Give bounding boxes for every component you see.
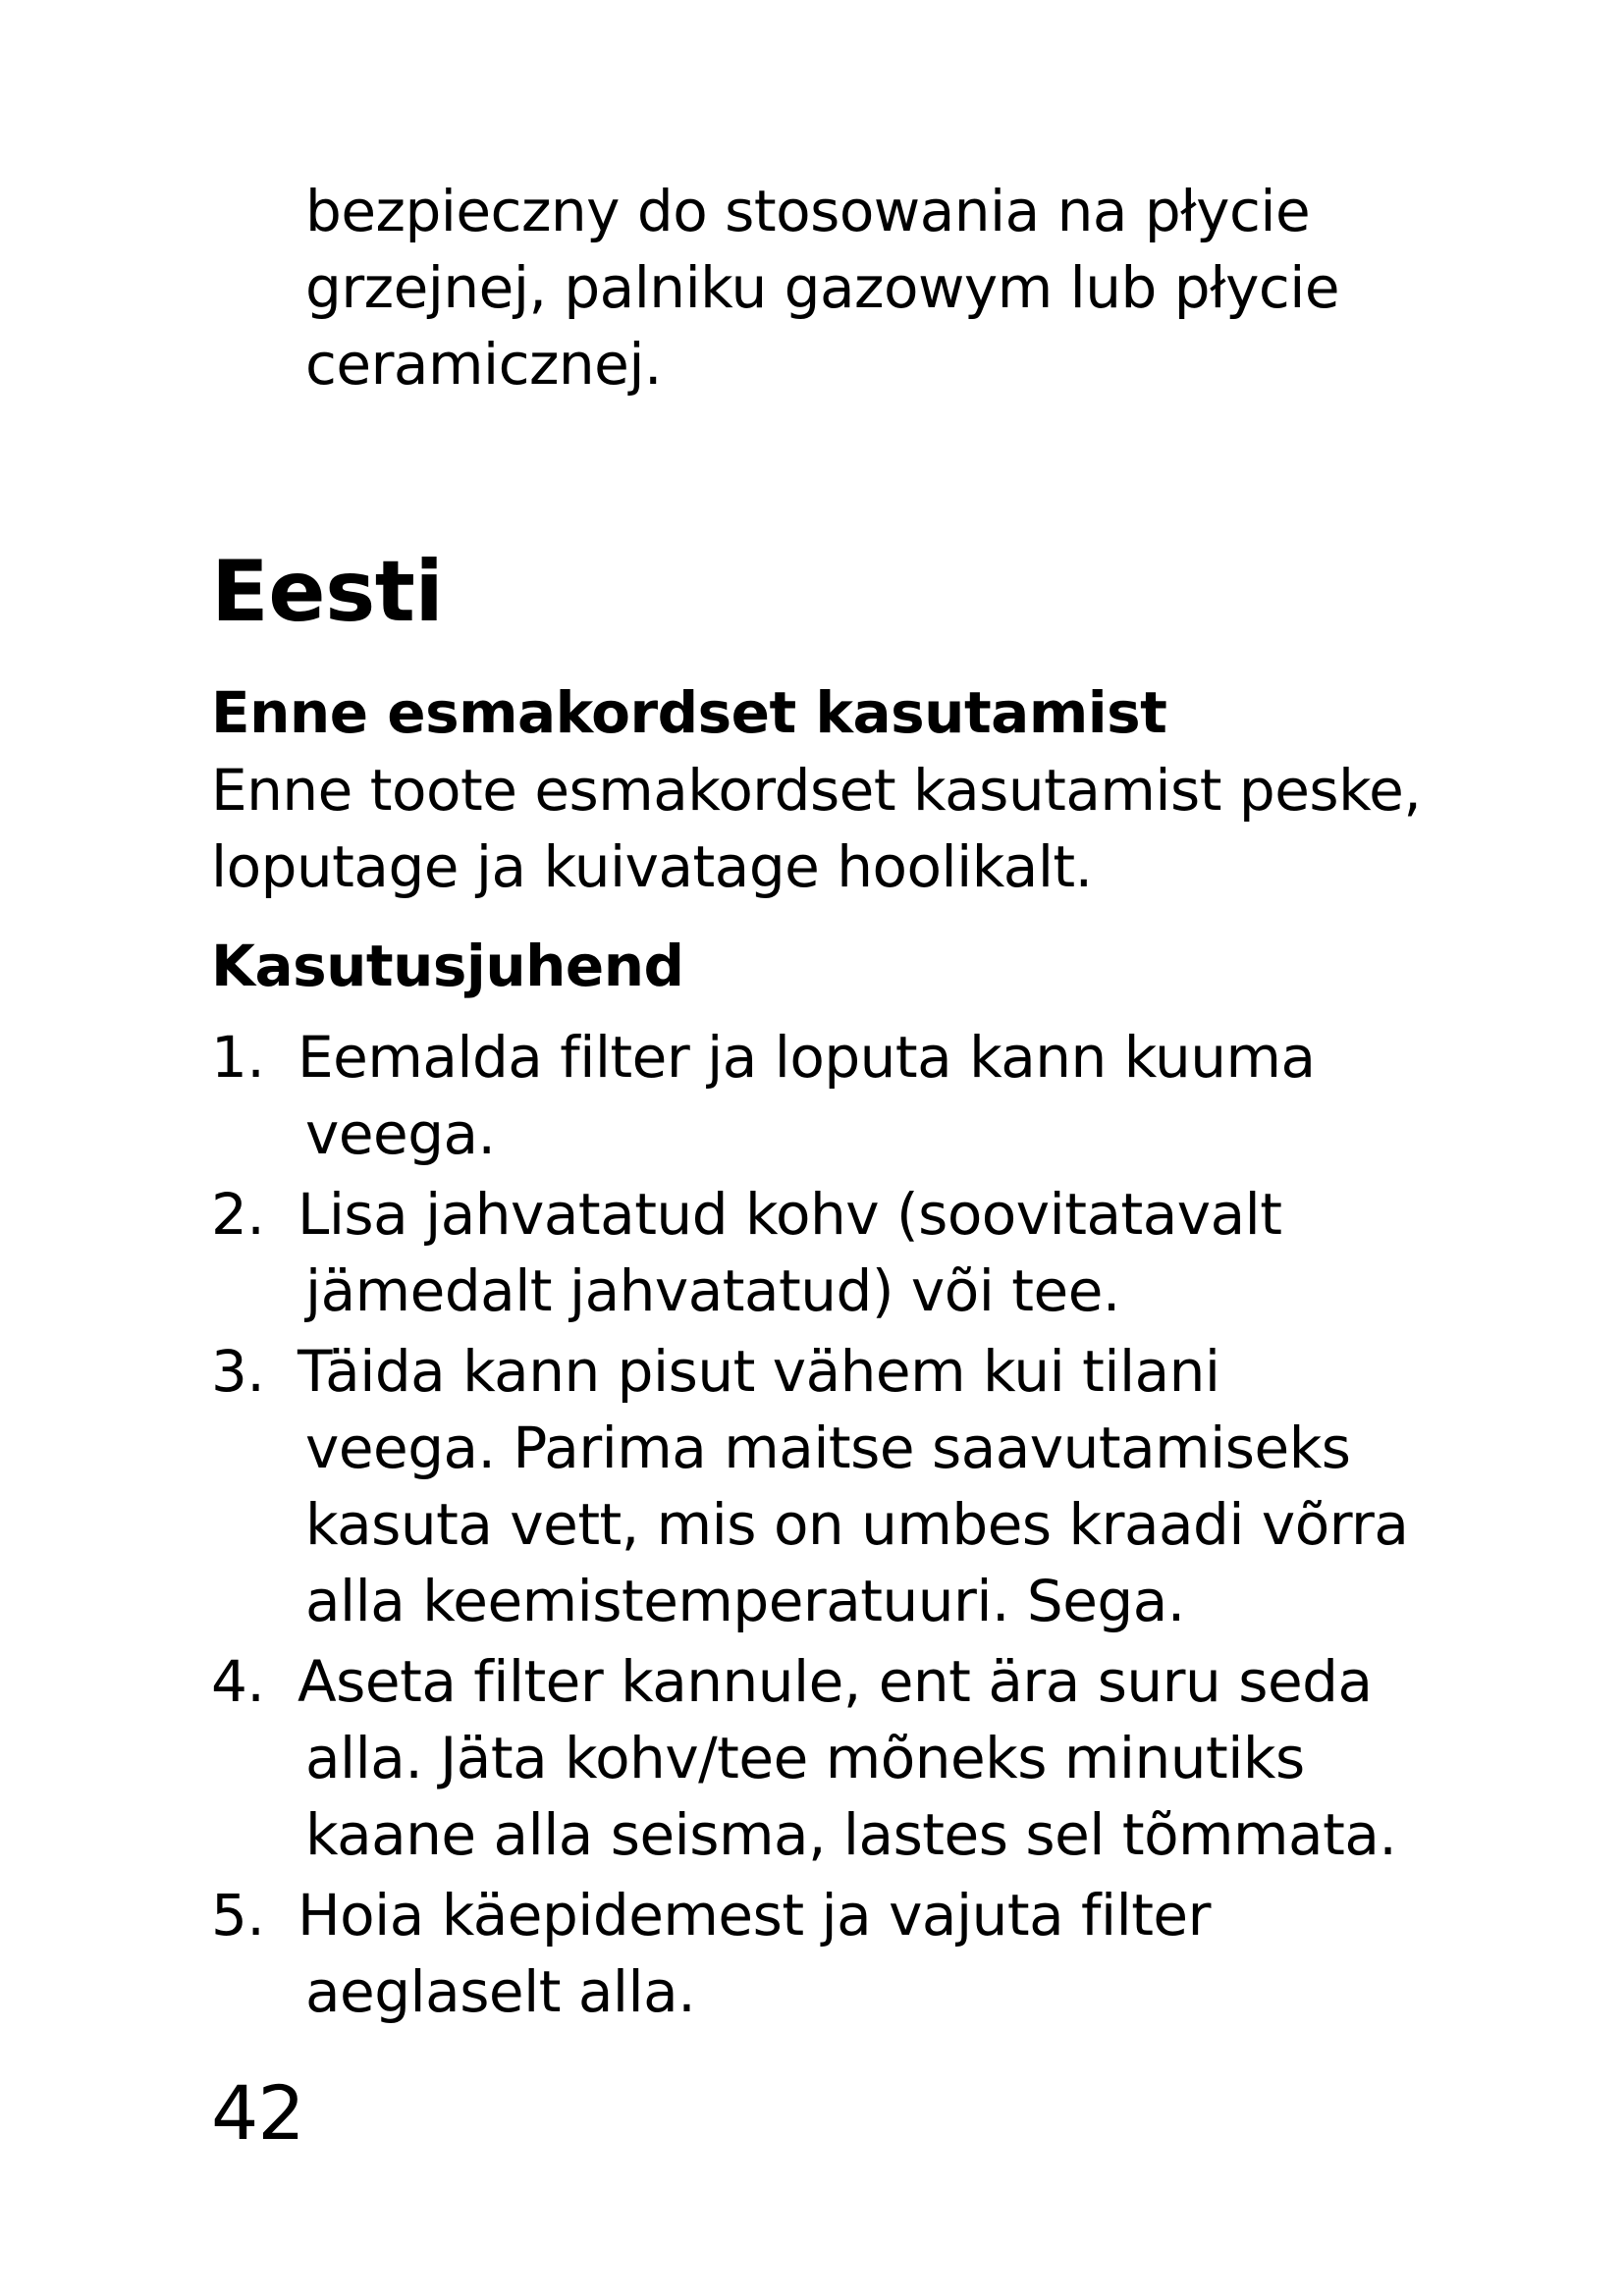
intro-line: ceramicznej. [305,331,662,398]
step-line: kasuta vett, mis on umbes kraadi võrra [305,1491,1409,1558]
paragraph-line: loputage ja kuivatage hoolikalt. [211,833,1093,900]
step-line: Hoia käepidemest ja vajuta filter [298,1882,1211,1949]
list-item [211,1643,1478,1873]
step-number: 3. [211,1338,265,1405]
step-line: alla keemistemperatuuri. Sega. [305,1568,1185,1634]
paragraph-line: Enne toote esmakordset kasutamist peske, [211,757,1422,824]
step-line: aeglaselt alla. [305,1958,696,2025]
instructions-heading: Kasutusjuhend [211,933,684,999]
step-line: jämedalt jahvatatud) või tee. [305,1257,1120,1324]
step-number: 4. [211,1648,265,1715]
step-line: veega. Parima maitse saavutamiseks [305,1415,1351,1481]
intro-line: grzejnej, palniku gazowym lub płycie [305,254,1340,321]
step-line: alla. Jäta kohv/tee mõneks minutiks [305,1725,1305,1791]
list-item [211,1019,1478,1172]
list-item [211,1176,1478,1329]
step-line: veega. [305,1100,496,1167]
intro-line: bezpieczny do stosowania na płycie [305,178,1311,244]
list-item [211,1333,1478,1639]
page-number: 42 [211,2069,304,2157]
step-line: Lisa jahvatatud kohv (soovitatavalt [298,1181,1282,1248]
before-first-use-heading: Enne esmakordset kasutamist [211,679,1167,746]
step-line: kaane alla seisma, lastes sel tõmmata. [305,1801,1397,1868]
list-item [211,1877,1478,2030]
step-line: Eemalda filter ja loputa kann kuuma [298,1024,1316,1091]
step-number: 2. [211,1181,265,1248]
intro-paragraph [305,173,1464,402]
step-line: Täida kann pisut vähem kui tilani [298,1338,1220,1405]
step-number: 5. [211,1882,265,1949]
step-line: Aseta filter kannule, ent ära suru seda [298,1648,1373,1715]
step-number: 1. [211,1024,265,1091]
instructions-list [211,1019,1478,2034]
before-first-use-paragraph [211,752,1478,905]
language-heading: Eesti [211,543,444,641]
